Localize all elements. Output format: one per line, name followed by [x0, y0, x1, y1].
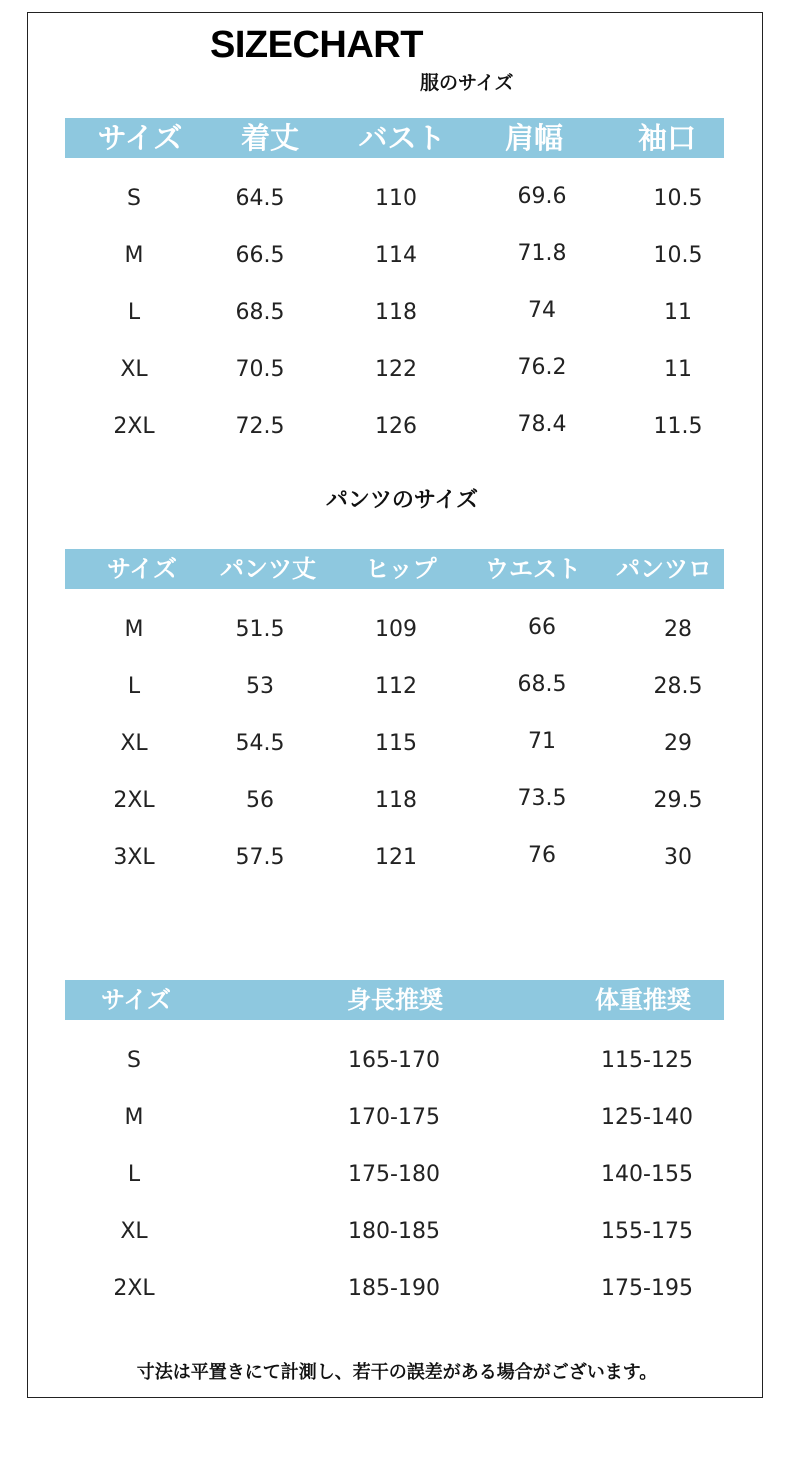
table-cell: 64.5: [235, 186, 285, 211]
table-cell: 69.6: [517, 184, 567, 209]
table-row: [0, 731, 790, 761]
pants-header-waist: ウエスト: [485, 555, 581, 583]
table-cell: 28.5: [653, 674, 703, 699]
table-row: [0, 243, 790, 273]
table-cell: 155-175: [601, 1219, 693, 1244]
table-cell: XL: [120, 1219, 148, 1244]
table-cell: 126: [375, 414, 417, 439]
recommend-header-weight: 体重推奨: [595, 986, 691, 1014]
table-cell: 76: [528, 843, 556, 868]
table-row: [0, 186, 790, 216]
table-cell: 54.5: [235, 731, 285, 756]
table-row: [0, 1219, 790, 1249]
table-cell: 180-185: [348, 1219, 440, 1244]
pants-header-row: [65, 549, 724, 589]
table-cell: L: [127, 300, 141, 325]
tops-subtitle: 服のサイズ: [420, 72, 514, 94]
table-cell: M: [124, 1105, 144, 1130]
table-cell: 71.8: [517, 241, 567, 266]
table-cell: 121: [375, 845, 417, 870]
table-cell: 29: [664, 731, 692, 756]
table-cell: 165-170: [348, 1048, 440, 1073]
table-cell: 118: [375, 300, 417, 325]
table-cell: XL: [120, 357, 148, 382]
table-cell: 112: [375, 674, 417, 699]
tops-header-size: サイズ: [97, 121, 183, 155]
table-cell: 2XL: [113, 788, 155, 813]
table-cell: 115-125: [601, 1048, 693, 1073]
table-row: [0, 414, 790, 444]
table-cell: 56: [246, 788, 274, 813]
table-row: [0, 1048, 790, 1078]
table-cell: 110: [375, 186, 417, 211]
tops-header-bust: バスト: [358, 121, 446, 155]
table-cell: 30: [664, 845, 692, 870]
table-cell: XL: [120, 731, 148, 756]
table-cell: 125-140: [601, 1105, 693, 1130]
table-cell: 72.5: [235, 414, 285, 439]
table-cell: 53: [246, 674, 274, 699]
tops-header-shoulder: 肩幅: [504, 121, 564, 155]
table-cell: L: [127, 674, 141, 699]
recommend-header-row: [65, 980, 724, 1020]
table-cell: 122: [375, 357, 417, 382]
table-cell: 70.5: [235, 357, 285, 382]
table-row: [0, 617, 790, 647]
table-row: [0, 1162, 790, 1192]
table-cell: 68.5: [235, 300, 285, 325]
table-row: [0, 788, 790, 818]
table-cell: S: [127, 186, 141, 211]
table-cell: S: [127, 1048, 141, 1073]
table-cell: 28: [664, 617, 692, 642]
table-cell: 74: [528, 298, 556, 323]
table-cell: 66.5: [235, 243, 285, 268]
table-cell: 78.4: [517, 412, 567, 437]
table-row: [0, 845, 790, 875]
tops-header-cuff: 袖口: [637, 121, 697, 155]
table-cell: 175-195: [601, 1276, 693, 1301]
table-cell: 11: [664, 300, 692, 325]
table-row: [0, 1276, 790, 1306]
pants-header-length: パンツ丈: [220, 555, 316, 583]
pants-header-size: サイズ: [106, 555, 178, 583]
table-row: [0, 674, 790, 704]
table-cell: 185-190: [348, 1276, 440, 1301]
table-cell: 29.5: [653, 788, 703, 813]
recommend-header-height: 身長推奨: [347, 986, 443, 1014]
table-row: [0, 1105, 790, 1135]
table-cell: L: [127, 1162, 141, 1187]
table-row: [0, 300, 790, 330]
table-cell: 2XL: [113, 414, 155, 439]
table-row: [0, 357, 790, 387]
table-cell: 73.5: [517, 786, 567, 811]
table-cell: 170-175: [348, 1105, 440, 1130]
table-cell: 71: [528, 729, 556, 754]
table-cell: 51.5: [235, 617, 285, 642]
table-cell: 11: [664, 357, 692, 382]
recommend-header-size: サイズ: [100, 986, 172, 1014]
tops-header-row: [65, 118, 724, 158]
table-cell: 140-155: [601, 1162, 693, 1187]
table-cell: 76.2: [517, 355, 567, 380]
table-cell: 3XL: [113, 845, 155, 870]
table-cell: 114: [375, 243, 417, 268]
table-cell: 115: [375, 731, 417, 756]
table-cell: M: [124, 243, 144, 268]
table-cell: 10.5: [653, 186, 703, 211]
table-cell: 109: [375, 617, 417, 642]
pants-header-hem: パンツロ: [616, 555, 712, 583]
table-cell: 2XL: [113, 1276, 155, 1301]
table-cell: 66: [528, 615, 556, 640]
table-cell: M: [124, 617, 144, 642]
measurement-note: 寸法は平置きにて計測し、若干の誤差がある場合がございます。: [136, 1362, 658, 1383]
chart-title: SIZECHART: [210, 24, 423, 66]
table-cell: 118: [375, 788, 417, 813]
table-cell: 10.5: [653, 243, 703, 268]
table-cell: 175-180: [348, 1162, 440, 1187]
pants-header-hip: ヒップ: [365, 555, 437, 583]
pants-section-title: パンツのサイズ: [325, 488, 479, 513]
table-cell: 57.5: [235, 845, 285, 870]
tops-header-length: 着丈: [240, 121, 300, 155]
table-cell: 68.5: [517, 672, 567, 697]
table-cell: 11.5: [653, 414, 703, 439]
